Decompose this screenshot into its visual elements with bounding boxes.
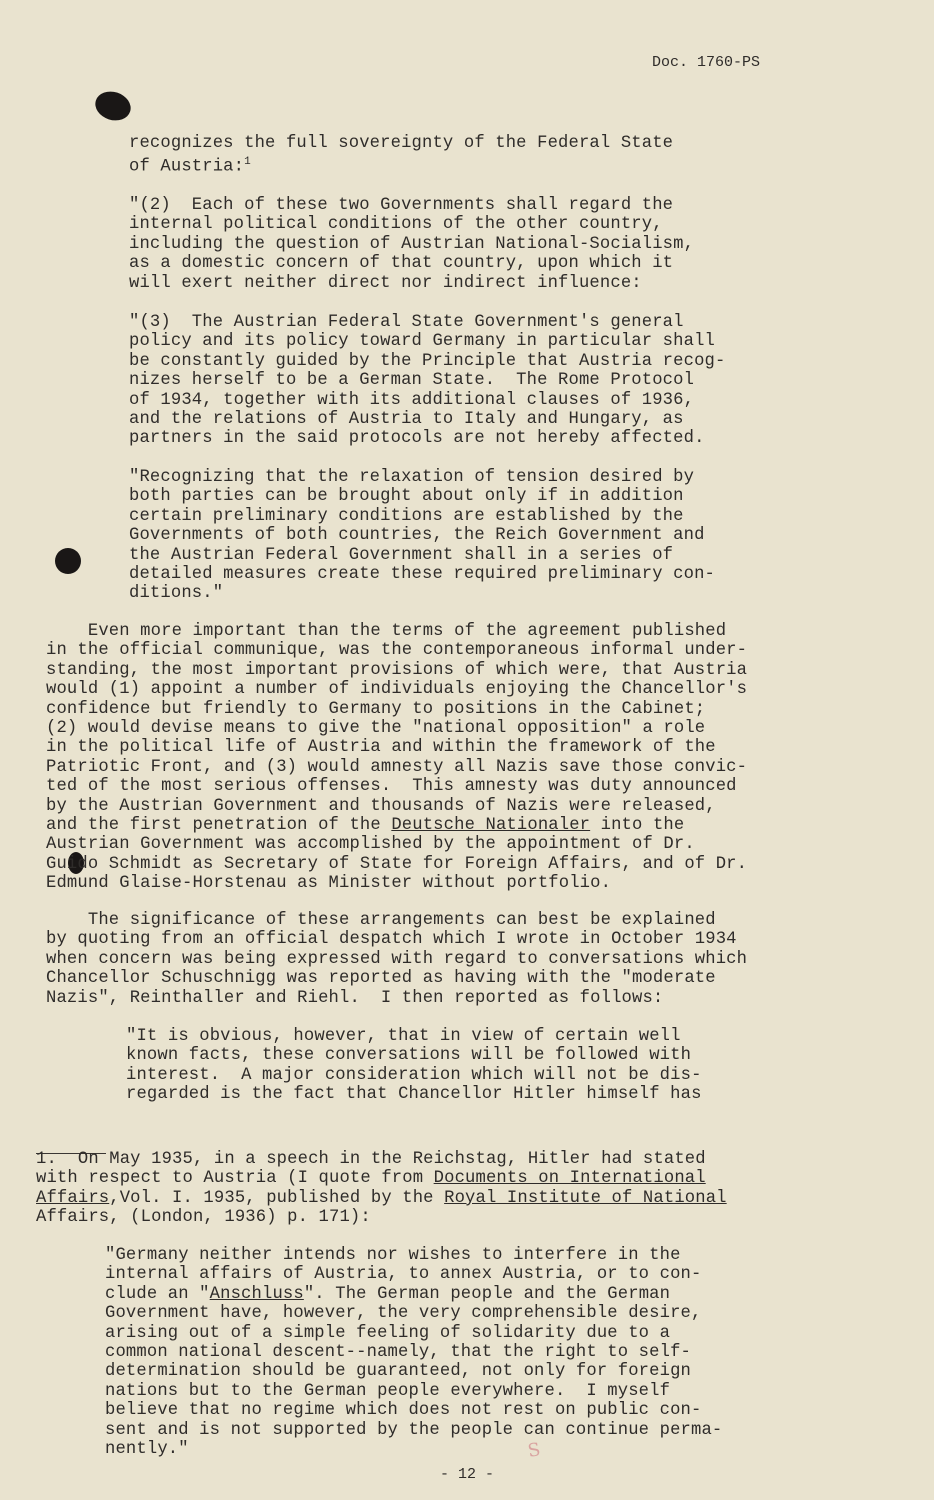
quote-intro (129, 134, 673, 178)
treaty-clause-3: "(3) The Austrian Federal State Government's general policy and its policy toward Germany in particular shall be constantly guided by the Principle that Austria recog- nizes herself to be a German State. The Rome Protocol of 1934, together with its additional clauses of 1936, and the relations of Austria to Italy and Hungary, as partners in the said protocols are not hereby affected. (129, 313, 726, 449)
footnote-marker: 1 (244, 156, 251, 169)
quote-line: recognizes the full sovereignty of the Federal State (129, 134, 674, 153)
punch-hole-middle (55, 548, 81, 574)
underlined-term: Deutsche Nationaler (391, 816, 591, 836)
underlined-term: Anschluss (209, 1284, 304, 1304)
document-reference: Doc. 1760-PS (652, 54, 761, 71)
footnote-text: 1. On May 1935, in a speech in the Reichstag, Hitler had stated with respect to Austria (I quote from Documents on International Affairs,Vol. I. 1935, published by the Royal Institute of National Affairs, (London, 1936) p. 171): (36, 1150, 727, 1228)
treaty-preamble: "Recognizing that the relaxation of tension desired by both parties can be brought about only if in addition certain preliminary conditions are established by the Governments of both countries, the Reich Government and the Austrian Federal Government shall in a series of detailed measures create these required preliminary con- ditions." (129, 468, 715, 604)
punch-hole-top (92, 87, 135, 125)
footnote-publisher: Royal Institute of National (444, 1188, 727, 1208)
quote-line: of Austria: (129, 158, 245, 178)
pencil-mark: S (526, 1439, 543, 1462)
despatch-quote: "It is obvious, however, that in view of certain well known facts, these conversations will be followed with interest. A major consideration which will not be dis- regarded is the fact that Chancellor Hitler himself has (126, 1027, 702, 1105)
treaty-clause-2: "(2) Each of these two Governments shall regard the internal political conditions of the other country, including the question of Austrian National-Socialism, as a domestic concern of that country, upon which it will exert neither direct nor indirect influence: (129, 196, 695, 293)
body-paragraph-significance: The significance of these arrangements can best be explained by quoting from an official despatch which I wrote in October 1934 when concern was being expressed with regard to conversations which Chancellor Schuschnigg was reported as having with the "moderate Nazis", Reinthaller and Riehl. I then reported as follows: (46, 911, 748, 1008)
footnote-source-title: Documents on International (433, 1169, 706, 1189)
footnote-quote: "Germany neither intends nor wishes to interfere in the internal affairs of Austria, to annex Austria, or to con- clude an "Anschluss". The German people and the German Government have, however, the very comprehensible desire, arising out of a simple feeling of solidarity due to a common national descent--namely, that the right to self- determination should be guaranteed, not only for foreign nations but to the German people everywhere. I myself believe that no regime which does not rest on public con- sent and is not supported by the people can continue perma- nently." (105, 1246, 723, 1460)
page-number: - 12 - (439, 1466, 494, 1483)
body-paragraph-agreement: Even more important than the terms of the agreement published in the official communique, was the contemporaneous informal under- standing, the most important provisions of which were, that Austria would (1) appoint a number of individuals enjoying the Chancellor's confidence but friendly to Germany to positions in the Cabinet; (2) would devise means to give the "national opposition" a role in the political life of Austria and within the framework of the Patriotic Front, and (3) would amnesty all Nazis save those convic- ted of the most serious offenses. This amnesty was duty announced by the Austrian Government and thousands of Nazis were released, and the first penetration of the Deutsche Nationaler into the Austrian Government was accomplished by the appointment of Dr. Guido Schmidt as Secretary of State for Foreign Affairs, and of Dr. Edmund Glaise-Horstenau as Minister without portfolio. (46, 622, 748, 894)
